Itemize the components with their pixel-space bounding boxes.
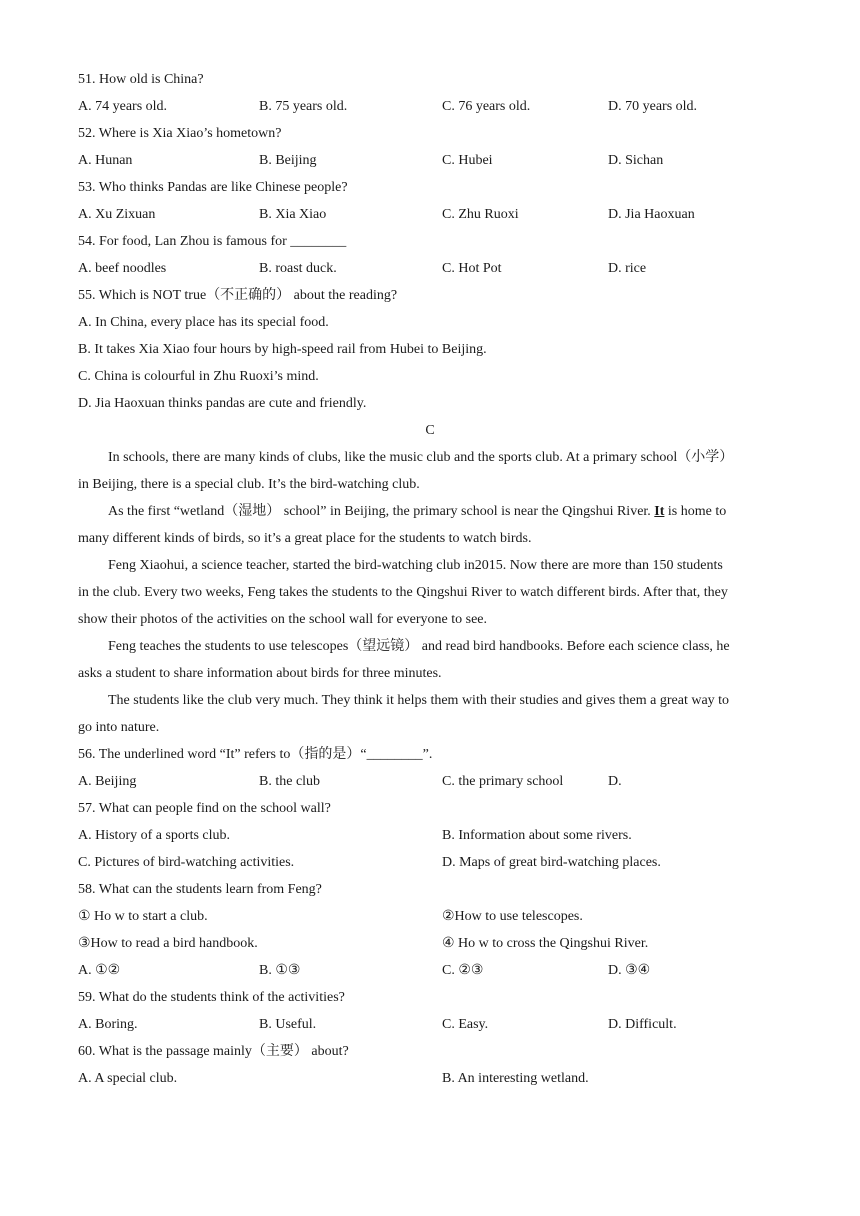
option-b: B. Xia Xiao	[259, 207, 327, 222]
passage-paragraph-1	[78, 444, 782, 498]
paragraph-line: in Beijing, there is a special club. It’s the bird-watching club.	[78, 477, 420, 492]
option-a: A. Boring.	[78, 1017, 138, 1032]
option-a: A. Beijing	[78, 774, 137, 789]
option-a: A. In China, every place has its special food.	[78, 315, 329, 330]
question-60: 60. What is the passage mainly（主要） about?	[78, 1044, 349, 1059]
underlined-word: It	[654, 504, 665, 519]
question-55: 55. Which is NOT true（不正确的） about the reading?	[78, 288, 398, 303]
option-b: B. the club	[259, 774, 321, 789]
item-2: ②How to use telescopes.	[442, 909, 583, 924]
paragraph-line	[78, 498, 782, 525]
paragraph-line: The students like the club very much. They think it helps them with their studies and gives them a great way to	[108, 693, 730, 708]
paragraph-text: is home to	[664, 504, 727, 519]
paragraph-line: go into nature.	[78, 720, 160, 735]
question-54-options	[78, 255, 782, 282]
option-a: A. Hunan	[78, 153, 133, 168]
item-3: ③How to read a bird handbook.	[78, 936, 258, 951]
question-57-options-row2	[78, 849, 782, 876]
option-a: A. History of a sports club.	[78, 828, 231, 843]
option-a: A. 74 years old.	[78, 99, 168, 114]
option-b: B. roast duck.	[259, 261, 337, 276]
option-d: D. Jia Haoxuan thinks pandas are cute and friendly.	[78, 396, 367, 411]
item-4: ④ Ho w to cross the Qingshui River.	[442, 936, 649, 951]
option-b: B. Useful.	[259, 1017, 317, 1032]
question-58-items-row2	[78, 930, 782, 957]
option-c: C. the primary school	[442, 774, 564, 789]
question-58-items-row1	[78, 903, 782, 930]
question-51: 51. How old is China?	[78, 72, 204, 87]
option-c: C. Easy.	[442, 1017, 489, 1032]
option-c: C. Hubei	[442, 153, 493, 168]
option-d: D. Jia Haoxuan	[608, 207, 695, 222]
option-a: A. A special club.	[78, 1071, 178, 1086]
paragraph-line: in the club. Every two weeks, Feng takes the students to the Qingshui River to watch different birds. After that, they	[78, 585, 728, 600]
option-c: C. 76 years old.	[442, 99, 531, 114]
option-b: B. ①③	[259, 963, 301, 978]
option-d: D. Maps of great bird-watching places.	[442, 855, 661, 870]
question-51-options	[78, 93, 782, 120]
passage-paragraph-2	[78, 498, 782, 552]
question-57: 57. What can people find on the school wall?	[78, 801, 331, 816]
option-a: A. ①②	[78, 963, 121, 978]
question-53-options	[78, 201, 782, 228]
question-57-options-row1	[78, 822, 782, 849]
paragraph-line: show their photos of the activities on the school wall for everyone to see.	[78, 612, 488, 627]
option-c: C. Hot Pot	[442, 261, 502, 276]
paragraph-line: asks a student to share information about birds for three minutes.	[78, 666, 442, 681]
exam-page	[78, 66, 782, 1092]
option-d: D. Difficult.	[608, 1017, 677, 1032]
question-52-options	[78, 147, 782, 174]
paragraph-line: In schools, there are many kinds of clubs, like the music club and the sports club. At a primary school（小学）	[108, 450, 734, 465]
question-56-options	[78, 768, 782, 795]
option-d: D. 70 years old.	[608, 99, 698, 114]
option-c: C. Zhu Ruoxi	[442, 207, 519, 222]
passage-paragraph-4	[78, 633, 782, 687]
question-58-options	[78, 957, 782, 984]
passage-paragraph-5	[78, 687, 782, 741]
question-58: 58. What can the students learn from Feng?	[78, 882, 322, 897]
option-b: B. An interesting wetland.	[442, 1071, 589, 1086]
passage-paragraph-3	[78, 552, 782, 633]
question-52: 52. Where is Xia Xiao’s hometown?	[78, 126, 282, 141]
paragraph-line: Feng Xiaohui, a science teacher, started the bird-watching club in2015. Now there are more than 150 students	[108, 558, 723, 573]
question-60-options	[78, 1065, 782, 1092]
question-54: 54. For food, Lan Zhou is famous for ________	[78, 234, 347, 249]
option-c: C. Pictures of bird-watching activities.	[78, 855, 295, 870]
section-heading: C	[425, 423, 435, 438]
item-1: ① Ho w to start a club.	[78, 909, 208, 924]
option-b: B. Information about some rivers.	[442, 828, 632, 843]
option-d: D. ③④	[608, 963, 651, 978]
paragraph-line: many different kinds of birds, so it’s a great place for the students to watch birds.	[78, 531, 532, 546]
option-a: A. Xu Zixuan	[78, 207, 156, 222]
question-56: 56. The underlined word “It” refers to（指的是）“________”.	[78, 747, 433, 762]
option-d: D. rice	[608, 261, 647, 276]
option-c: C. ②③	[442, 963, 484, 978]
option-b: B. It takes Xia Xiao four hours by high-speed rail from Hubei to Beijing.	[78, 342, 487, 357]
option-d: D.	[608, 774, 622, 789]
option-b: B. Beijing	[259, 153, 317, 168]
option-c: C. China is colourful in Zhu Ruoxi’s mind.	[78, 369, 319, 384]
option-b: B. 75 years old.	[259, 99, 348, 114]
question-53: 53. Who thinks Pandas are like Chinese people?	[78, 180, 348, 195]
paragraph-line: Feng teaches the students to use telescopes（望远镜） and read bird handbooks. Before each science class, he	[108, 639, 730, 654]
paragraph-text: As the first “wetland（湿地） school” in Beijing, the primary school is near the Qingshui River.	[108, 504, 655, 519]
question-59-options	[78, 1011, 782, 1038]
question-59: 59. What do the students think of the activities?	[78, 990, 345, 1005]
option-d: D. Sichan	[608, 153, 664, 168]
option-a: A. beef noodles	[78, 261, 167, 276]
